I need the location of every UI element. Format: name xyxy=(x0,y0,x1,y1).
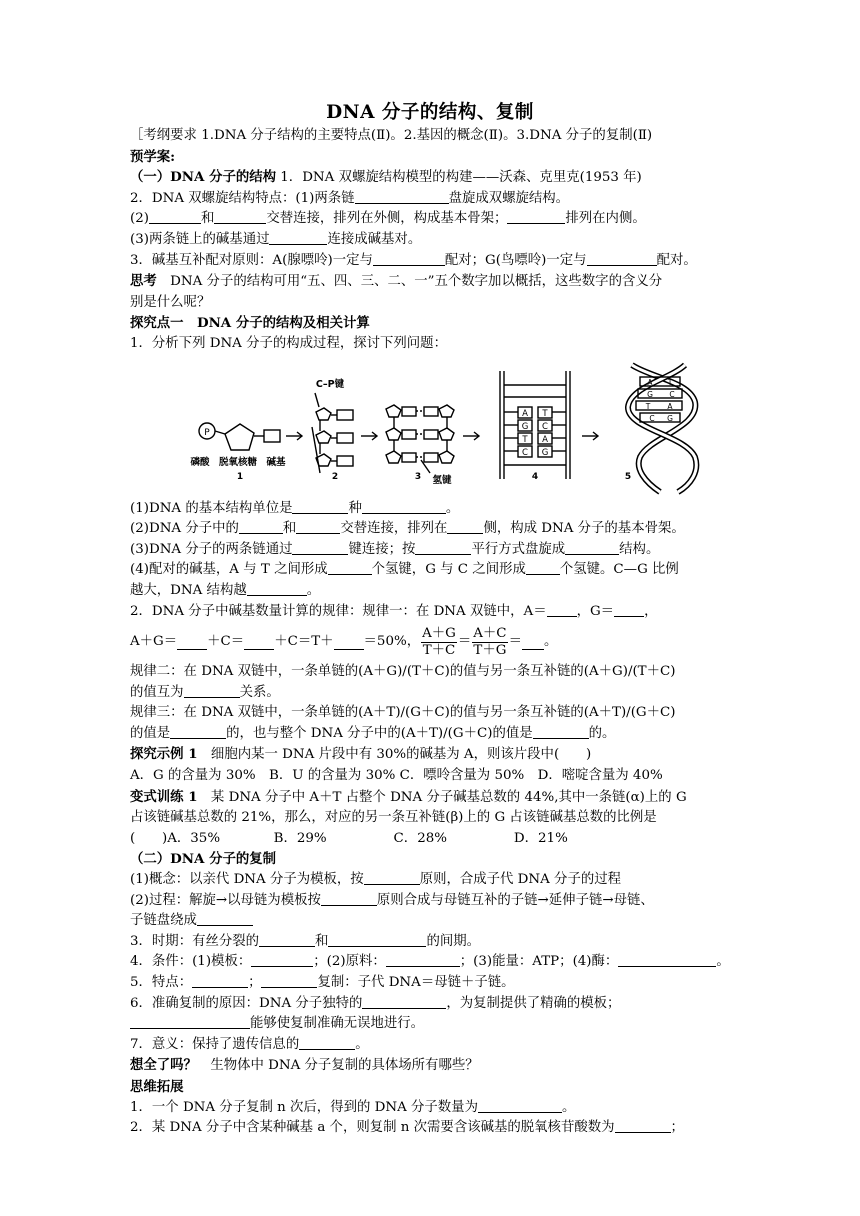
sugar xyxy=(386,405,401,417)
think-line2: 别是什么呢？ xyxy=(130,294,211,310)
text: (2)过程：解旋→以母链为模板按 xyxy=(130,892,321,908)
section1-line xyxy=(130,167,730,189)
example-1-options: A．G 的含量为 30% B．U 的含量为 30% C．嘌呤含量为 50% D．嘧啶含量为 40% xyxy=(130,768,663,784)
text: 细胞内某一 DNA 片段中有 30%的碱基为 A，则该片段中( ) xyxy=(197,747,592,763)
text: ＋C＝T＋ xyxy=(274,634,334,650)
step-number-3: 3 xyxy=(414,471,422,482)
text: ，为复制提供了精确的模板； xyxy=(446,995,621,1011)
explore1-line1: 1．分析下列 DNA 分子的构成过程，探讨下列问题： xyxy=(130,335,447,351)
think-line xyxy=(130,271,730,293)
text: 交替连接，排列在外侧，构成基本骨架； xyxy=(266,211,508,227)
denominator: T＋G xyxy=(473,642,507,658)
base-label: 碱基 xyxy=(266,456,286,468)
text: (3)DNA 分子的两条链通过 xyxy=(130,541,293,557)
pair-left-2: T xyxy=(522,434,528,445)
sugar xyxy=(316,408,331,420)
dna-figure-svg xyxy=(130,357,730,495)
numerator: A＋C xyxy=(473,625,507,641)
rule-1-intro xyxy=(130,602,730,623)
text: ＝ xyxy=(457,634,472,650)
rule-2b xyxy=(130,683,730,704)
sugar xyxy=(316,431,331,443)
deoxyribose-pentagon xyxy=(225,424,254,450)
pair-left-1: G xyxy=(521,421,529,432)
text: A＋G＝ xyxy=(130,634,178,650)
helix-label-1: T xyxy=(667,377,673,387)
base xyxy=(402,430,416,439)
question-4 xyxy=(130,560,730,581)
text: 关系。 xyxy=(239,684,280,700)
step-number-5: 5 xyxy=(624,471,632,482)
base-rect xyxy=(264,430,280,442)
sugar xyxy=(439,405,454,417)
text: ； xyxy=(248,975,262,990)
text: 。 xyxy=(445,500,460,516)
text: 。 xyxy=(561,1099,576,1115)
rule-3b xyxy=(130,724,730,745)
bond-line xyxy=(215,431,225,434)
exam-requirements: ［考纲要求 1.DNA 分子结构的主要特点(Ⅱ)。2.基因的概念(Ⅱ)。3.DNA 分子的复制(Ⅱ) xyxy=(130,128,653,143)
text: (1)DNA 的基本结构单位是 xyxy=(130,500,293,516)
sugar xyxy=(439,451,454,463)
base xyxy=(424,453,438,462)
text: 配对。 xyxy=(656,252,697,268)
blank[interactable] xyxy=(292,499,348,514)
denominator: T＋C xyxy=(422,642,456,658)
base xyxy=(402,407,416,416)
variant-1-heading: 变式训练 1 xyxy=(130,788,198,805)
deoxyribose-label: 脱氧核糖 xyxy=(218,456,258,468)
text: 原则，合成子代 DNA 分子的过程 xyxy=(419,872,622,888)
text: 。 xyxy=(355,1036,369,1052)
text: ； xyxy=(670,1120,684,1136)
text: 能够使复制准确无误地进行。 xyxy=(250,1016,425,1032)
blank[interactable] xyxy=(478,1098,562,1113)
text: ；(2)原料： xyxy=(313,954,386,970)
text: 平行方式盘旋成 xyxy=(471,541,566,557)
pair-left-0: A xyxy=(522,408,528,419)
helix-rung xyxy=(640,413,680,422)
text: 的。 xyxy=(588,725,616,741)
blank[interactable] xyxy=(526,560,560,575)
text: 的间期。 xyxy=(426,933,480,949)
copy-concept xyxy=(130,870,730,891)
text: 键连接；按 xyxy=(348,541,416,557)
section2-heading: （二）DNA 分子的复制 xyxy=(130,851,277,868)
text: DNA 分子的结构可用“五、四、三、二、一”五个数字加以概括，这些数字的含义分 xyxy=(156,274,663,290)
numerator: A＋G xyxy=(422,625,456,641)
text: ， xyxy=(644,603,658,619)
text: 越大，DNA 结构越 xyxy=(130,582,247,598)
text: 5．特点： xyxy=(130,975,193,990)
copy-accuracy-2 xyxy=(130,1014,730,1035)
text: 的，也与整个 DNA 分子中的(A＋T)/(G＋C)的值是 xyxy=(226,725,533,741)
text: 的值互为 xyxy=(130,684,184,700)
preview-heading: 预学案: xyxy=(130,148,176,165)
cp-label: C–P键 xyxy=(315,378,345,390)
helix-rung xyxy=(636,401,682,410)
blank[interactable] xyxy=(618,952,716,967)
base xyxy=(337,410,353,420)
step-number-2: 2 xyxy=(331,471,339,482)
text: (2) xyxy=(130,211,149,227)
pair-left-3: C xyxy=(522,447,528,458)
blank[interactable] xyxy=(522,635,544,650)
section1-heading: （一）DNA 分子的结构 xyxy=(130,169,277,186)
think-full xyxy=(130,1055,730,1077)
helix-label-4: T xyxy=(645,401,651,411)
text: 3．碱基互补配对原则：A(腺嘌呤)一定与 xyxy=(130,252,373,268)
hydrogen-bond-label: 氢键 xyxy=(432,474,452,486)
worksheet-page xyxy=(130,100,730,1139)
text: 6．准确复制的原因：DNA 分子独特的 xyxy=(130,995,363,1011)
base xyxy=(402,453,416,462)
step-number-4: 4 xyxy=(531,471,539,482)
structure-line2 xyxy=(130,189,730,210)
blank[interactable] xyxy=(259,932,315,947)
think-heading: 思考 xyxy=(130,273,157,290)
blank[interactable] xyxy=(334,635,364,650)
text: 2．DNA 双螺旋结构特点：(1)两条链 xyxy=(130,190,355,206)
copy-significance xyxy=(130,1035,730,1056)
variant-1 xyxy=(130,787,730,809)
text: 原则合成与母链互补的子链→延伸子链→母链、 xyxy=(376,892,654,908)
text: 子链盘绕成 xyxy=(130,913,197,929)
blank[interactable] xyxy=(362,994,446,1009)
text: 生物体中 DNA 分子复制的具体场所有哪些？ xyxy=(196,1058,479,1074)
helix-label-3: C xyxy=(669,389,675,399)
phosphate-label: 磷酸 xyxy=(190,456,210,468)
text: 结构。 xyxy=(619,541,660,557)
text: 和 xyxy=(200,211,215,227)
text: 3．时期：有丝分裂的 xyxy=(130,933,260,949)
base xyxy=(337,433,353,443)
dna-construction-figure xyxy=(130,357,730,495)
structure-line3 xyxy=(130,209,730,230)
base xyxy=(424,430,438,439)
extension-heading: 思维拓展 xyxy=(130,1078,184,1095)
copy-features xyxy=(130,973,730,994)
blank[interactable] xyxy=(269,230,327,245)
copy-accuracy xyxy=(130,994,730,1015)
blank[interactable] xyxy=(130,1014,250,1029)
blank[interactable] xyxy=(251,952,313,967)
text: 1．一个 DNA 分子复制 n 次后，得到的 DNA 分子数量为 xyxy=(130,1099,478,1115)
explore1-heading: 探究点一 DNA 分子的结构及相关计算 xyxy=(130,315,370,332)
blank[interactable] xyxy=(328,932,426,947)
text: 的值是 xyxy=(130,725,171,741)
helix-strand-inner xyxy=(632,365,695,492)
text: 。 xyxy=(306,582,321,598)
sugar xyxy=(386,451,401,463)
text: ＝50%， xyxy=(363,634,421,650)
blank[interactable] xyxy=(170,724,226,739)
text: (4)配对的碱基，A 与 T 之间形成 xyxy=(130,562,328,578)
text: ＋C＝ xyxy=(207,634,245,650)
rule-1-formula xyxy=(130,622,730,662)
blank[interactable] xyxy=(364,870,420,885)
question-4b xyxy=(130,581,730,602)
extension-2 xyxy=(130,1118,730,1139)
copy-process-2 xyxy=(130,911,730,932)
cp-pointer xyxy=(315,393,319,407)
blank[interactable] xyxy=(355,189,449,204)
section1-text: 1．DNA 双螺旋结构模型的构建——沃森、克里克(1953 年) xyxy=(276,170,642,186)
text: ，G＝ xyxy=(576,603,615,619)
text: 2．DNA 分子中碱基数量计算的规律：规律一：在 DNA 双链中，A＝ xyxy=(130,603,547,619)
base-pairing-line xyxy=(130,251,730,272)
helix-label-5: A xyxy=(667,401,673,411)
blank[interactable] xyxy=(149,209,201,224)
pair-right-2: A xyxy=(542,434,548,445)
blank[interactable] xyxy=(615,1118,671,1133)
text: 个氢键。C—G 比例 xyxy=(559,562,679,578)
blank[interactable] xyxy=(247,581,307,596)
helix-label-6: C xyxy=(649,413,655,423)
blank[interactable] xyxy=(214,209,266,224)
blank[interactable] xyxy=(184,683,240,698)
question-1 xyxy=(130,499,730,520)
rule-2: 规律二：在 DNA 双链中，一条单链的(A＋G)/(T＋C)的值与另一条互补链的(A＋G)/(T＋C) xyxy=(130,664,676,680)
copy-conditions xyxy=(130,952,730,973)
text: 7．意义：保持了遗传信息的 xyxy=(130,1036,300,1052)
blank[interactable] xyxy=(587,251,657,266)
pair-right-3: G xyxy=(541,447,549,458)
blank[interactable] xyxy=(533,724,589,739)
page-title: DNA 分子的结构、复制 xyxy=(326,102,534,123)
helix-label-2: G xyxy=(647,389,653,399)
blank[interactable] xyxy=(547,602,577,617)
helix-label-0: A xyxy=(647,377,653,387)
text: 2．某 DNA 分子中含某种碱基 a 个，则复制 n 次需要含该碱基的脱氧核苷酸数为 xyxy=(130,1120,615,1136)
copy-process xyxy=(130,891,730,912)
blank[interactable] xyxy=(177,635,207,650)
blank[interactable] xyxy=(296,519,340,534)
example-1-heading: 探究示例 1 xyxy=(130,746,198,763)
text: 排列在内侧。 xyxy=(565,211,646,227)
text: 交替连接，排列在 xyxy=(340,521,448,537)
text: (3)两条链上的碱基通过 xyxy=(130,231,270,247)
blank[interactable] xyxy=(373,251,445,266)
blank[interactable] xyxy=(565,540,619,555)
think-full-heading: 想全了吗？ xyxy=(130,1057,197,1074)
base xyxy=(337,456,353,466)
text: 复制：子代 DNA＝母链＋子链。 xyxy=(317,975,515,990)
blank[interactable] xyxy=(386,952,460,967)
blank[interactable] xyxy=(321,891,377,906)
blank[interactable] xyxy=(292,540,348,555)
blank[interactable] xyxy=(507,209,565,224)
blank[interactable] xyxy=(415,540,471,555)
blank[interactable] xyxy=(362,499,446,514)
blank[interactable] xyxy=(261,973,317,988)
text: 。 xyxy=(716,954,730,970)
text: (2)DNA 分子中的 xyxy=(130,521,239,537)
blank[interactable] xyxy=(328,560,372,575)
sugar xyxy=(439,428,454,440)
fraction-ag-tc xyxy=(421,626,457,659)
blank[interactable] xyxy=(239,519,283,534)
variant-1-line2: 占该链碱基总数的 21%，那么，对应的另一条互补链(β)上的 G 占该链碱基总数的比例是 xyxy=(130,810,657,826)
text: 某 DNA 分子中 A＋T 占整个 DNA 分子碱基总数的 44%,其中一条链(α)上的 G xyxy=(197,789,687,805)
blank[interactable] xyxy=(299,1035,355,1050)
pair-right-0: T xyxy=(542,408,548,419)
helix-label-7: G xyxy=(667,413,673,423)
text: 和 xyxy=(282,521,297,537)
blank[interactable] xyxy=(244,635,274,650)
text: 盘旋成双螺旋结构。 xyxy=(448,190,570,206)
blank[interactable] xyxy=(614,602,644,617)
text: 种 xyxy=(348,500,362,516)
blank[interactable] xyxy=(197,911,253,926)
text: (1)概念：以亲代 DNA 分子为模板，按 xyxy=(130,872,364,888)
sugar xyxy=(386,428,401,440)
fraction-ac-tg xyxy=(472,626,507,659)
question-2 xyxy=(130,519,730,540)
text: 个氢键，G 与 C 之间形成 xyxy=(371,562,526,578)
pair-right-1: C xyxy=(542,421,548,432)
example-1 xyxy=(130,744,730,766)
variant-1-options: ( )A．35% B．29% C．28% D．21% xyxy=(130,830,568,846)
copy-period xyxy=(130,932,730,953)
extension-1 xyxy=(130,1098,730,1119)
text: 和 xyxy=(315,933,329,949)
text: 。 xyxy=(543,634,558,650)
structure-line4 xyxy=(130,230,730,251)
text: 配对；G(鸟嘌呤)一定与 xyxy=(444,252,587,268)
text: ＝ xyxy=(508,634,522,650)
step-number-1: 1 xyxy=(236,471,244,482)
blank[interactable] xyxy=(447,519,483,534)
rule-3: 规律三：在 DNA 双链中，一条单链的(A＋T)/(G＋C)的值与另一条互补链的(A＋T)/(G＋C) xyxy=(130,705,676,721)
text: 侧，构成 DNA 分子的基本骨架。 xyxy=(483,521,685,537)
blank[interactable] xyxy=(192,973,248,988)
text: 连接成碱基对。 xyxy=(327,231,422,247)
text: ；(3)能量：ATP；(4)酶： xyxy=(459,954,619,970)
base xyxy=(424,407,438,416)
question-3 xyxy=(130,540,730,561)
text: 4．条件：(1)模板： xyxy=(130,954,252,970)
p-label: P xyxy=(204,427,210,438)
